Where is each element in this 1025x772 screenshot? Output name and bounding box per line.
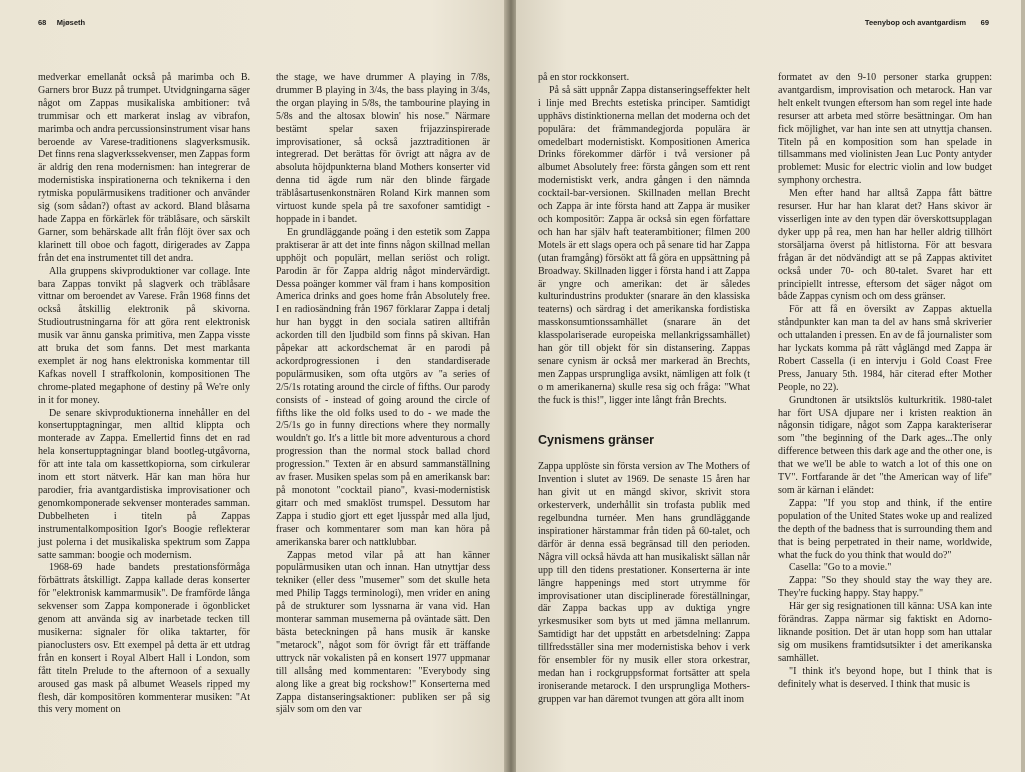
paragraph: Zappa upplöste sin första version av The Mothers of Invention i slutet av 1969. De senaste 15 åren har han givit ut en mängd skivor, skrivit stora orkesterverk, underhållit sin trofasta publik med regelbundna turnéer. Men hans grundläggande inspirationer härstammar från tiden på 60-talet, och därför är denna essä begränsad till den perioden. Några vill också hävda att han musikaliskt sällan når upp till den tidens prestationer. Konserterna är inte längre happenings med stort utrymme för improvisationer utan disciplinerade föreställningar, där Zappa backas upp av duktiga yngre yrkesmusiker som byts ut med jämna mellanrum. Samtidigt har det uppstått en arbetsdelning: Zappa tillfredsställer sina mer modernistiska behov i verk för ensembler för ny musik eller stora orkestrar, medan han i rockgruppsformat fortsätter att spela ironiserande metarock. I den ursprungliga Mothers-gruppen var han däremot tvungen att göra allt inom	[538, 461, 750, 705]
left-column-1	[38, 72, 250, 717]
paragraph: "I think it's beyond hope, but I think that is definitely what is deserved. I think that music is	[778, 665, 992, 690]
right-page	[516, 0, 1025, 772]
paragraph: Men efter hand har alltså Zappa fått bättre resurser. Hur har han klarat det? Hans skivor är visserligen inte av den typen där överskottsupplagan dyker upp på rea, men han har heller aldrig tillhört storsäljarna överst på hitlistorna. För att besvara frågan är det nödvändigt att se på Zappas aktivitet också under 70- och 80-talet. Svaret har ett principiellt intresse, eftersom det säger något om både Zappas cynism och om dess gränser.	[778, 188, 992, 303]
left-column-2	[276, 72, 490, 717]
paragraph: Zappas metod vilar på att han känner populärmusiken utan och innan. Han utnyttjar dess tekniker (eller dess "musemer" som det skulle heta med Philip Taggs terminologi), men vrider en aning på de strukturer som lyssnarna är vana vid. Han monterar samman musemerna på oväntade sätt. Den bästa beteckningen på hans musik är kanske "metarock", något som för övrigt får ett träffande uttryck när vokalisten på en konsert 1977 uppmanar till allsång med kommentaren: "Everybody sing along like a great big rockshow!" Konserterna med Zappa distanseringsaktioner: publiken ser på sig själv som om den var	[276, 549, 490, 716]
right-page-header	[865, 18, 989, 27]
paragraph: Här ger sig resignationen till känna: USA kan inte förändras. Zappa närmar sig faktiskt en Adorno-liknande position. Det är utan hopp som han uttalar sig om musikens framtidsutsikter i det amerikanska samhället.	[778, 601, 992, 664]
paragraph: formatet av den 9-10 personer starka gruppen: avantgardism, improvisation och metarock. Han var helt enkelt tvungen eftersom han som regel inte hade resurser att arbeta med större besättningar. Om han fick möjlighet, var han inte sen att utnyttja chansen. Titeln på en komposition som han spelade in tillsammans med violinisten Jean Luc Ponty antyder problemet: Music for electric violin and low budget symphony orchestra.	[778, 72, 992, 187]
page-number: 68	[38, 18, 47, 27]
paragraph: 1968-69 hade bandets prestationsförmåga förbättrats åtskilligt. Zappa kallade deras konserter för "elektronisk kammarmusik". De framförde långa sekvenser som Zappa komponerade i ögonblicket genom att använda sig av inarbetade tecken till musikerna: signaler för olika taktarter, för pianoclusters osv. Ett exempel på detta är ett utdrag från en konsert i Royal Albert Hall i London, som fått titeln Prelude to the afternoon of a sexually aroused gas mask på albumet Weasels ripped my flesh, där kompositören kommenterar musiken: "At this very moment on	[38, 562, 250, 716]
paragraph: De senare skivproduktionerna innehåller en del konsertupptagningar, men alltid klippta och monterade av Zappa. Emellertid finns det en rad hela konsertupptagningar bland bootleg-utgåvorna, för att inte tala om kassettkopiorna, som cirkulerar inom ett stort nätverk. Här kan man höra hur parodier, fria avantgardistiska improvisationer och genomkomponerade sekvenser monterades samman. Dubbelheten i titeln på Zappas instrumentalkomposition Igor's Boogie reflekterar just polerna i det musikaliska spektrum som Zappa satte samman: boogie och modernism.	[38, 407, 250, 561]
right-column-1	[538, 72, 750, 707]
paragraph: på en stor rockkonsert.	[538, 72, 630, 83]
left-page-header	[38, 18, 85, 27]
section-heading: Cynismens gränser	[538, 432, 655, 447]
paragraph: Zappa: "If you stop and think, if the entire population of the United States woke up and realized the depth of the badness that is surrounding them and that is being perpetrated in their name, worldwide, what the fuck do you think that would do?"	[778, 497, 992, 561]
page-edge	[1021, 0, 1025, 772]
left-page	[0, 0, 506, 772]
paragraph: Alla gruppens skivproduktioner var collage. Inte bara Zappas tonvikt på slagverk och träblåsare vittnar om beroendet av Varese. Från 1968 finns det också åtskillig elektronik på skivorna. Studioutrustningarna för att göra rent elektronisk musik var ännu ganska primitiva, men Zappa visste att bruka det som fanns. Det mest markanta exemplet är nog hans elektroniska kommentar till Kafkas novell I straffkolonin, kompositionen The chrome-plated megaphone of destiny på We're only in it for money.	[38, 265, 250, 406]
paragraph: På så sätt uppnår Zappa distanseringseffekter helt i linje med Brechts estetiska principer. Samtidigt upphävs distinktionerna mellan det moderna och det populära: det främmandegjorda populära är omedelbart modernistiskt. Kompositionen America Drinks förekommer därför i två versioner på albumet Absolutely free: första gången som ett rent modernistiskt verk, andra gången i den nämnda cocktail-bar-versionen. Skillnaden mellan Brecht och Zappa är inte första hand att Zappa är musiker och kompositör: Zappa är också sin egen författare och han har själv haft teaterambitioner; filmen 200 Motels är ett slags opera och på senare tid har Zappa (utan framgång) försökt att få göra en uppsättning på Broadway. Skillnaden ligger i första hand i att Zappa är yngre och amerikan: det är således kulturindustrins produkter (snarare än den klassiska teaterns) och särdrag i det amerikanska fordistiska masskonsumtionssamhället (snarare än det klasspolariserade europeiska mellankrigssamhället) han gör till objekt för sin distansering. Zappas senare cynism är också mer markerad än Brechts, men Zappas ursprungliga avsikt, nämligen att folk (t o m amerikanerna) skulle resa sig och fråga: "What the fuck is this!", ligger inte långt från Brechts.	[538, 84, 750, 406]
running-head: Mjøseth	[56, 18, 86, 27]
page-number: 69	[980, 18, 989, 27]
paragraph: Zappa: "So they should stay the way they are. They're fucking happy. Stay happy."	[778, 575, 992, 600]
paragraph: En grundläggande poäng i den estetik som Zappa praktiserar är att det inte finns någon skillnad mellan upphöjt och populärt, mellan seriöst och roligt. Parodin är för Zappa aldrig något mindervärdigt. Dessa poänger kommer väl fram i hans komposition America drinks and goes home från Absolutely free. I en radiosändning från 1967 förklarar Zappa i detalj hur han byggt in den sociala satiren alltifrån ackorden till den ljudbild som finns på skivan. Han påpekar att ackordschemat är en parodi på ackordprogressionen i den standardiserade populärmusiken, som ofta utgörs av "a series of 2/5/1s rotating around the circle of fifths. Our parody consists of - instead of going around the circle of fifths like the old folks used to do - we made the 2/5/1s go in funny directions where they normally wouldn't go. It's a little bit more adventurous a chord progression than the normal stock ballad chord progression." Texten är en absurd sammanställning av fraser. Musiken spelas som på en amerikansk bar: på monotont "cocktail piano", kvasi-modernistisk gitarr och med smaklöst trumspel. Dessutom har Zappa i studio gjort ett eget ljusspår med alla ljud, fraser och kommentarer som man kan höra på amerikanska barer och nattklubbar.	[276, 226, 490, 548]
paragraph: Casella: "Go to a movie."	[789, 562, 892, 574]
running-head: Teenybop och avantgardism	[864, 18, 967, 27]
paragraph: Grundtonen är utsiktslös kulturkritik. 1980-talet har fört USA djupare ner i kristen reaktion än någonsin tidigare, något som Zappa karakteriserar som "the beginning of the Dark ages...The only difference between this dark age and the other one, is that we we'll be able to watch a lot of this one on TV". Fortfarande är det "the American way of life" som är kärnan i eländet:	[778, 394, 992, 496]
paragraph: medverkar emellanåt också på marimba och B. Garners bror Buzz på trumpet. Utvidgningarna säger något om Zappas musikaliska ambitioner: två trummisar och ett markerat inslag av vibrafon, marimba och andra percussionsinstrument visar hans beroende av Varese-traditionens slagverksmusik. Det finns rena slagverkssekvenser, men Zappas form är aldrig den rena modernismen: han integrerar de modernistiska inspirationerna och teknikerna i den rytmiska populärmusikens traditioner och använder sig (som sådan?) oftast av ackord. Bland blåsarna hade Zappa en förkärlek för träblåsare, och särskilt Garner, som behärskade allt från flöjt över sax och klarinett till oboe och fagott, dirigerades av Zappa från det ena instrumentet till det andra.	[38, 72, 250, 264]
paragraph: the stage, we have drummer A playing in 7/8s, drummer B playing in 3/4s, the bass playing in 3/4s, the organ playing in 5/8s, the tambourine playing in 5/8s and the altosax blowin' his nose." Närmare bestämt spelar saxen frijazzinspirerade improvisationer, så också jazztraditionen är integrerad. Det berättas för övrigt att några av de absoluta höjdpunkterna bland Mothers konserter vid denna tid ägde rum när den blinde färgade träblåsartusenkonstnären Roland Kirk mannen som virtuost kunde spela på tre saxofoner samtidigt - hoppade in i bandet.	[276, 72, 490, 225]
paragraph: För att få en översikt av Zappas aktuella ståndpunkter kan man ta del av hans små skriverier och uttalanden i pressen. En av de få journalister som har lyckats komma på rätt våglängd med Zappa är Robert Cassella (i en intervju i Gold Coast Free Press, January 5th. 1984, här citerad efter Mother People, no 22).	[778, 304, 992, 393]
right-column-2	[778, 72, 992, 692]
